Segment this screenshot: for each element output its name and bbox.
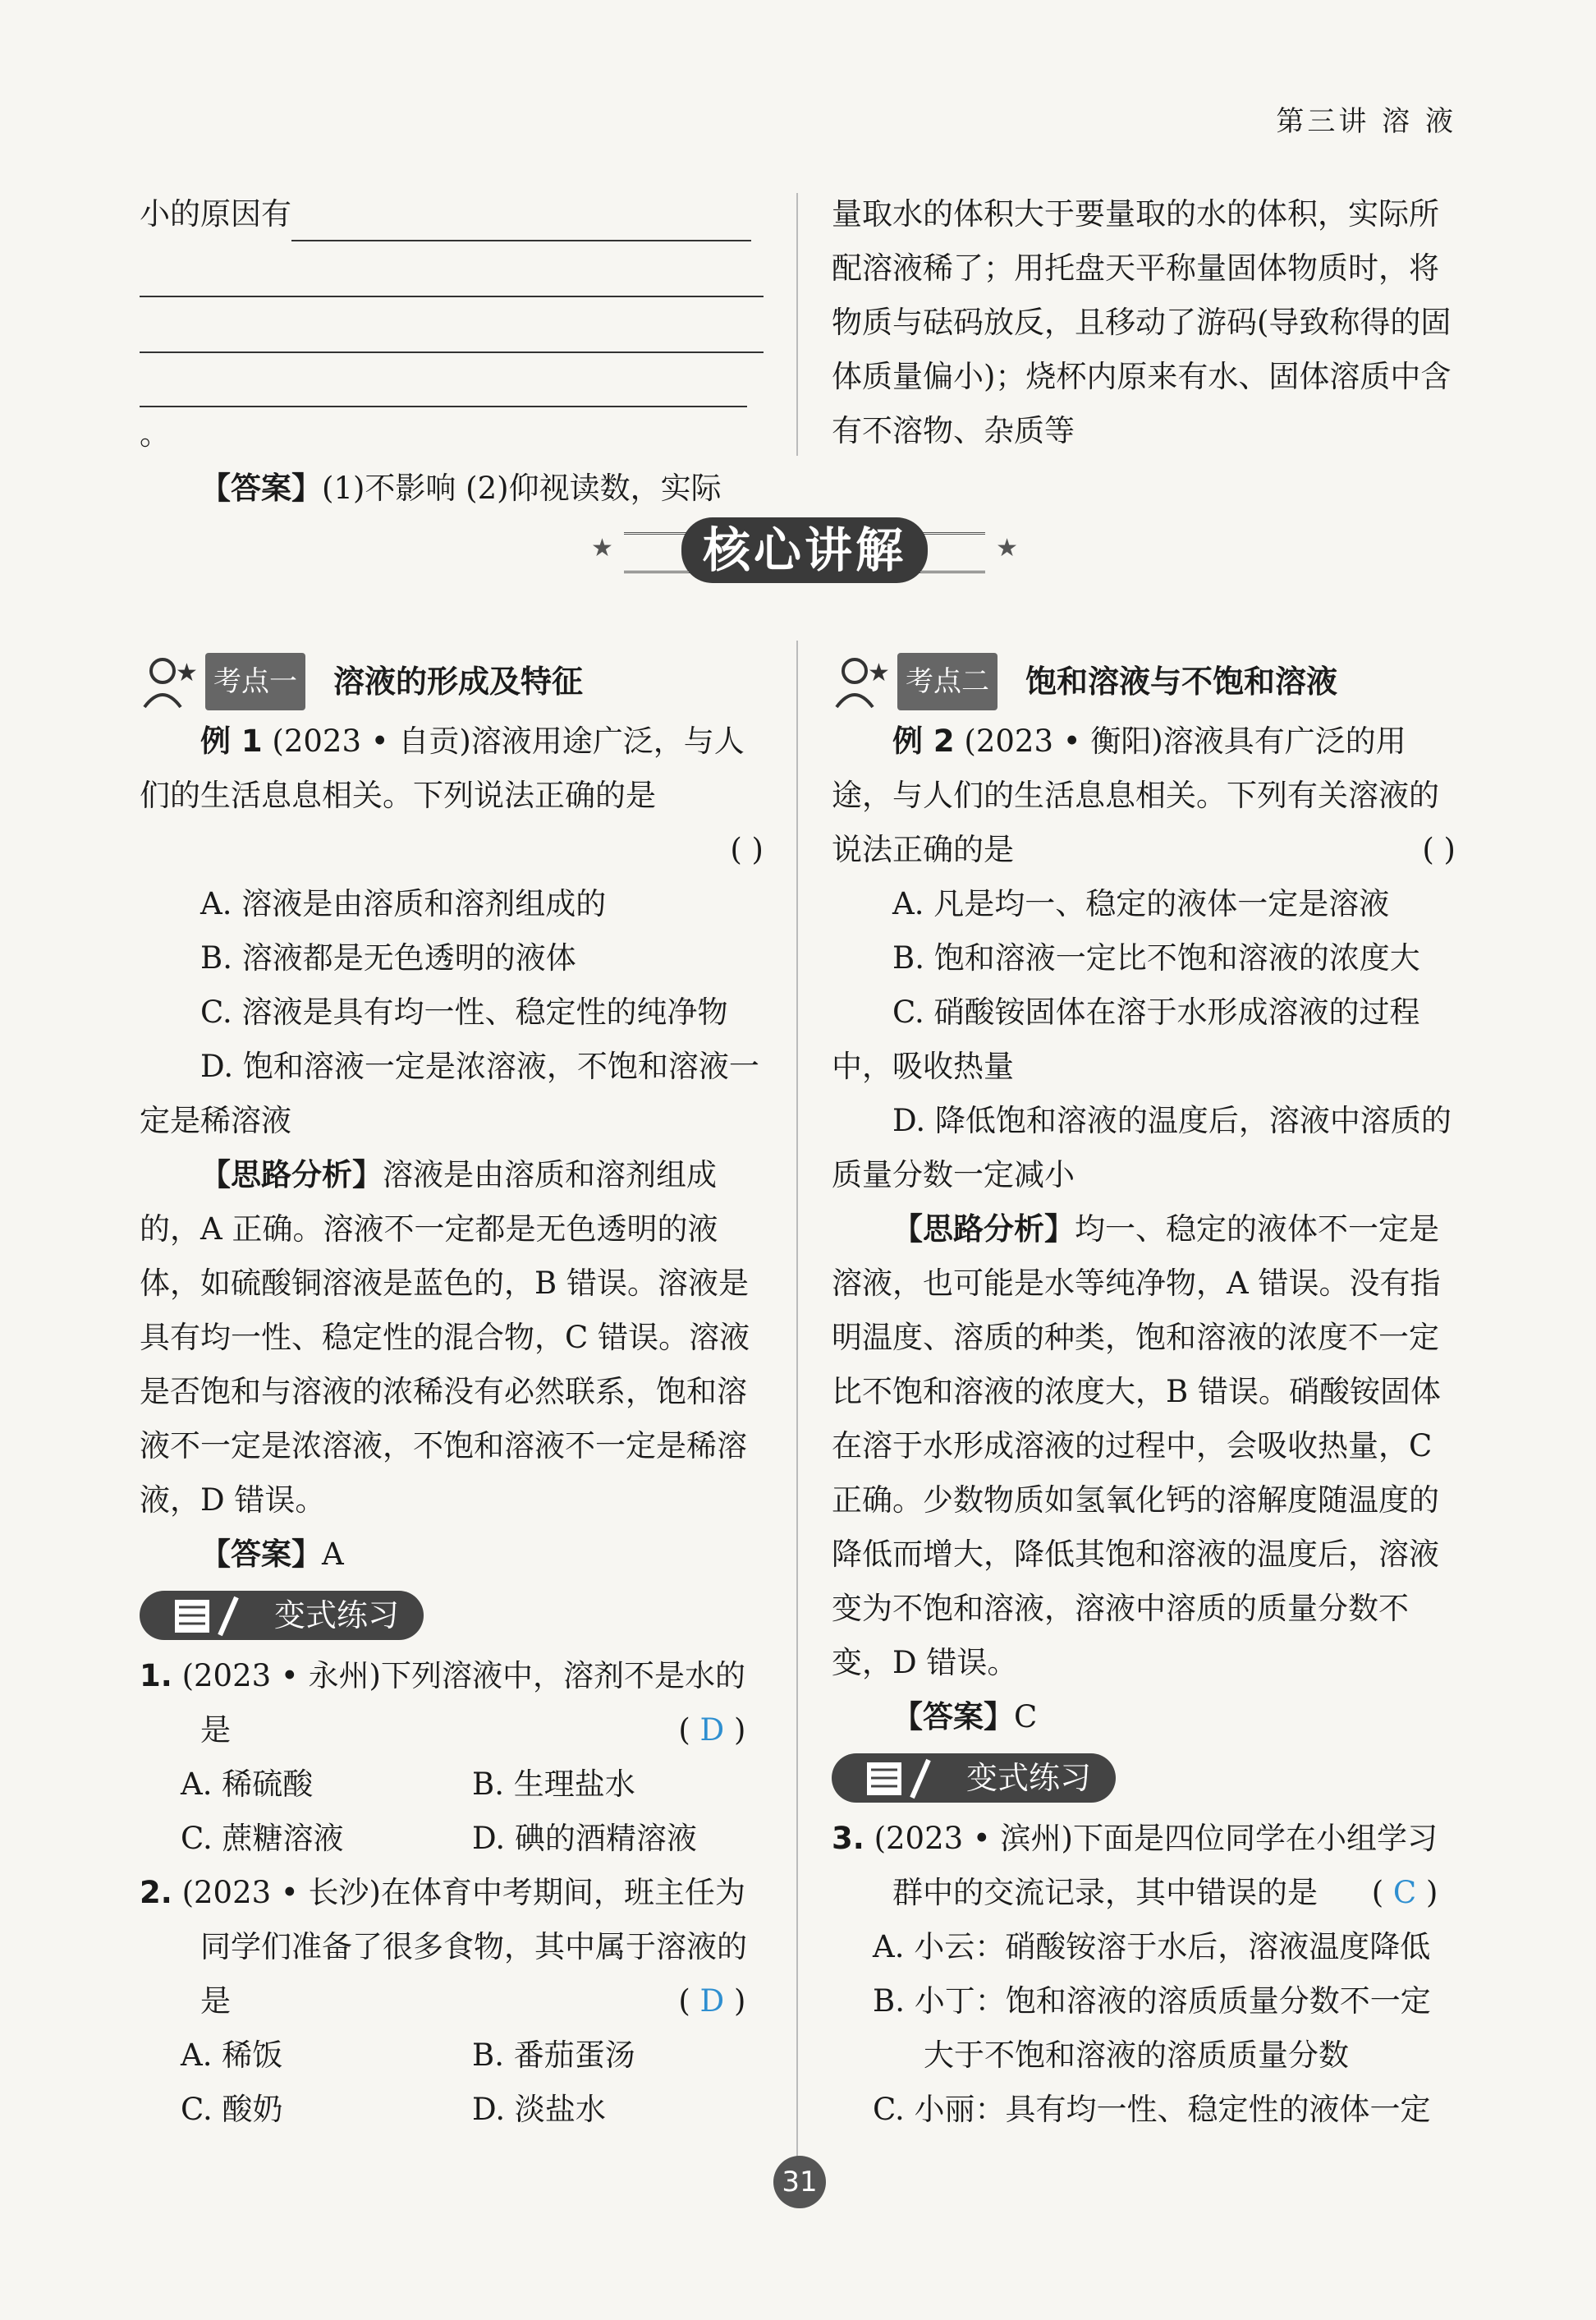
answer-paren: ( ) xyxy=(730,832,764,867)
question-answer: D xyxy=(699,1712,725,1748)
answer-label: 【答案】 xyxy=(892,1699,1014,1734)
topic-title: 溶液的形成及特征 xyxy=(333,664,584,700)
option: C. 硝酸铵固体在溶于水形成溶液的过程中，吸收热量 xyxy=(832,995,1420,1084)
answer-text: (1)不影响 (2)仰视读数，实际 xyxy=(322,471,722,506)
period: 。 xyxy=(140,416,170,452)
top-right-text: 量取水的体积大于要量取的水的体积，实际所配溶液稀了；用托盘天平称量固体物质时，将物质与砝码放反，且移动了游码(导致称得的固体质量偏小)；烧杯内原来有水、固体溶质中含有不溶物、杂质等 xyxy=(832,196,1452,448)
option: D. 降低饱和溶液的温度后，溶液中溶质的质量分数一定减小 xyxy=(832,1103,1452,1192)
practice-header xyxy=(832,1749,1456,1807)
question-stem: (2023 • 滨州)下面是四位同学在小组学习群中的交流记录，其中错误的是 xyxy=(874,1821,1438,1910)
option: A. 凡是均一、稳定的液体一定是溶液 xyxy=(892,886,1390,921)
option: D. 饱和溶液一定是浓溶液，不饱和溶液一定是稀溶液 xyxy=(140,1049,759,1138)
right-column: ★ 考点二 饱和溶液与不饱和溶液 例 2 (2023 • 衡阳)溶液具有广泛的用途，与人们的生活息息相关。下列有关溶液的说法正确的是 ( ) A. 凡是均一、稳定的液体一定是溶液 B. 饱和溶液一定比不饱和溶液的浓度大 C. 硝酸铵固体在溶于水形成溶液的过程中，吸收热量 D. 降低饱和溶液的温度后，溶液中溶质的质量分数一定减小 【思路分析】均一、稳定的液体不一定是溶液，也可能是水等纯净物，A 错误。没有指明温度、溶质的种类，饱和溶液的浓度不一定比不饱和溶液的浓度大，B 错误。硝酸铵固体在溶于水形成溶液的过程中，会吸收热量，C 正确。少数物质如氢氧化钙的溶解度随温度的降低而增大，降低其饱和溶液的温度后，溶液变为不饱和溶液，溶液中溶质的质量分数不变，D 错误。 【答案】C 变式练习 3. (2023 • 滨州)下面是四位同学在小组学习群中的交流记录，其中错误的是 ( C ) A. 小云：硝酸铵溶于水后，溶液温度降低 B. 小丁：饱和溶液的溶质质量分数不一定大于不饱和溶液的溶质质量分数 C. 小丽：具有均一性、稳定性的液体一定 xyxy=(832,649,1456,2137)
option: A. 溶液是由溶质和溶剂组成的 xyxy=(200,886,607,921)
page-number: 31 xyxy=(773,2156,826,2208)
topic-tag: 考点二 xyxy=(897,653,998,710)
answer-label: 【答案】 xyxy=(200,1537,322,1572)
example-label: 例 1 xyxy=(200,724,263,759)
topic-tag: 考点一 xyxy=(205,653,305,710)
analysis-label: 【思路分析】 xyxy=(200,1157,383,1192)
analysis-text: 溶液是由溶质和溶剂组成的，A 正确。溶液不一定都是无色透明的液体，如硫酸铜溶液是蓝色的，B 错误。溶液是具有均一性、稳定性的混合物，C 错误。溶液是否饱和与溶液的浓稀没有必然联系，饱和溶液不一定是浓溶液，不饱和溶液不一定是稀溶液，D 错误。 xyxy=(140,1157,750,1518)
option: B. 番茄蛋汤 xyxy=(472,2037,635,2073)
question-stem: (2023 • 永州)下列溶液中，溶剂不是水的是 xyxy=(181,1658,745,1748)
example-label: 例 2 xyxy=(892,724,955,759)
question-stem: (2023 • 长沙)在体育中考期间，班主任为同学们准备了很多食物，其中属于溶液的是 xyxy=(181,1875,747,2019)
topic-header xyxy=(140,649,764,714)
column-divider xyxy=(796,641,798,2160)
option: B. 生理盐水 xyxy=(472,1766,635,1802)
option: C. 溶液是具有均一性、稳定性的纯净物 xyxy=(200,995,728,1030)
option: B. 溶液都是无色透明的液体 xyxy=(200,940,576,976)
svg-text:★: ★ xyxy=(176,659,198,687)
option: B. 小丁：饱和溶液的溶质质量分数不一定大于不饱和溶液的溶质质量分数 xyxy=(873,1983,1431,2073)
question-number: 1. xyxy=(140,1658,172,1693)
option: C. 小丽：具有均一性、稳定性的液体一定 xyxy=(873,2092,1431,2127)
analysis-label: 【思路分析】 xyxy=(892,1211,1075,1247)
practice-header xyxy=(140,1587,764,1644)
book-icon xyxy=(832,1753,955,1803)
chapter-header: 第三讲 溶 液 xyxy=(1276,105,1456,138)
option: D. 碘的酒精溶液 xyxy=(472,1821,697,1856)
example-stem: (2023 • 自贡)溶液用途广泛，与人们的生活息息相关。下列说法正确的是 xyxy=(140,724,745,813)
question-answer: C xyxy=(1392,1875,1417,1910)
option: A. 稀硫酸 xyxy=(181,1766,314,1802)
topic-header xyxy=(832,649,1456,714)
example-stem: (2023 • 衡阳)溶液具有广泛的用途，与人们的生活息息相关。下列有关溶液的说法正确的是 xyxy=(832,724,1439,867)
fill-prefix: 小的原因有 xyxy=(140,196,291,232)
core-explanation-banner xyxy=(591,509,1018,591)
answer-value: A xyxy=(322,1537,344,1572)
answer-paren: ( ) xyxy=(1422,832,1456,867)
svg-text:★: ★ xyxy=(868,659,890,687)
question-number: 2. xyxy=(140,1875,172,1910)
star-icon: ★ xyxy=(996,534,1018,563)
fill-blank[interactable] xyxy=(140,373,747,407)
practice-label: 变式练习 xyxy=(955,1753,1116,1803)
option: D. 淡盐水 xyxy=(472,2092,606,2127)
book-icon xyxy=(140,1591,263,1640)
person-star-icon xyxy=(140,653,202,710)
question-answer: D xyxy=(699,1983,725,2019)
practice-label: 变式练习 xyxy=(263,1591,424,1640)
fill-blank[interactable] xyxy=(140,241,764,297)
option: C. 蔗糖溶液 xyxy=(181,1821,344,1856)
option: C. 酸奶 xyxy=(181,2092,283,2127)
option: A. 稀饭 xyxy=(181,2037,283,2073)
top-right-block xyxy=(832,187,1456,458)
person-star-icon xyxy=(832,653,894,710)
topic-title: 饱和溶液与不饱和溶液 xyxy=(1025,664,1338,700)
answer-value: C xyxy=(1014,1699,1038,1734)
fill-blank[interactable] xyxy=(140,297,764,353)
top-left-block xyxy=(140,187,764,516)
banner-title: 核心讲解 xyxy=(681,517,928,583)
star-icon: ★ xyxy=(591,534,613,563)
fill-blank[interactable] xyxy=(291,207,751,241)
left-column: ★ 考点一 溶液的形成及特征 例 1 (2023 • 自贡)溶液用途广泛，与人们的生活息息相关。下列说法正确的是 ( ) A. 溶液是由溶质和溶剂组成的 B. 溶液都是无色透明的液体 C. 溶液是具有均一性、稳定性的纯净物 D. 饱和溶液一定是浓溶液，不饱和溶液一定是稀溶液 【思路分析】溶液是由溶质和溶剂组成的，A 正确。溶液不一定都是无色透明的液体，如硫酸铜溶液是蓝色的，B 错误。溶液是具有均一性、稳定性的混合物，C 错误。溶液是否饱和与溶液的浓稀没有必然联系，饱和溶液不一定是浓溶液，不饱和溶液不一定是稀溶液，D 错误。 【答案】A 变式练习 1. (2023 • 永州)下列溶液中，溶剂不是水的是 ( D ) A. 稀硫酸 B. 生理盐水 C. 蔗糖溶液 D. 碘的酒精溶液 2. (2023 • 长沙)在体育中考期间，班主任为同学们准备了很多食物，其中属于溶液的是 ( D ) A. 稀饭 B. 番茄蛋汤 C. 酸奶 D. 淡盐水 xyxy=(140,649,764,2137)
answer-label: 【答案】 xyxy=(200,471,322,506)
option: A. 小云：硝酸铵溶于水后，溶液温度降低 xyxy=(873,1929,1431,1964)
analysis-text: 均一、稳定的液体不一定是溶液，也可能是水等纯净物，A 错误。没有指明温度、溶质的种类，饱和溶液的浓度不一定比不饱和溶液的浓度大，B 错误。硝酸铵固体在溶于水形成溶液的过程中，会吸收热量，C 正确。少数物质如氢氧化钙的溶解度随温度的降低而增大，降低其饱和溶液的温度后，溶液变为不饱和溶液，溶液中溶质的质量分数不变，D 错误。 xyxy=(832,1211,1441,1680)
question-number: 3. xyxy=(832,1821,864,1856)
option: B. 饱和溶液一定比不饱和溶液的浓度大 xyxy=(892,940,1420,976)
column-divider xyxy=(796,193,798,456)
